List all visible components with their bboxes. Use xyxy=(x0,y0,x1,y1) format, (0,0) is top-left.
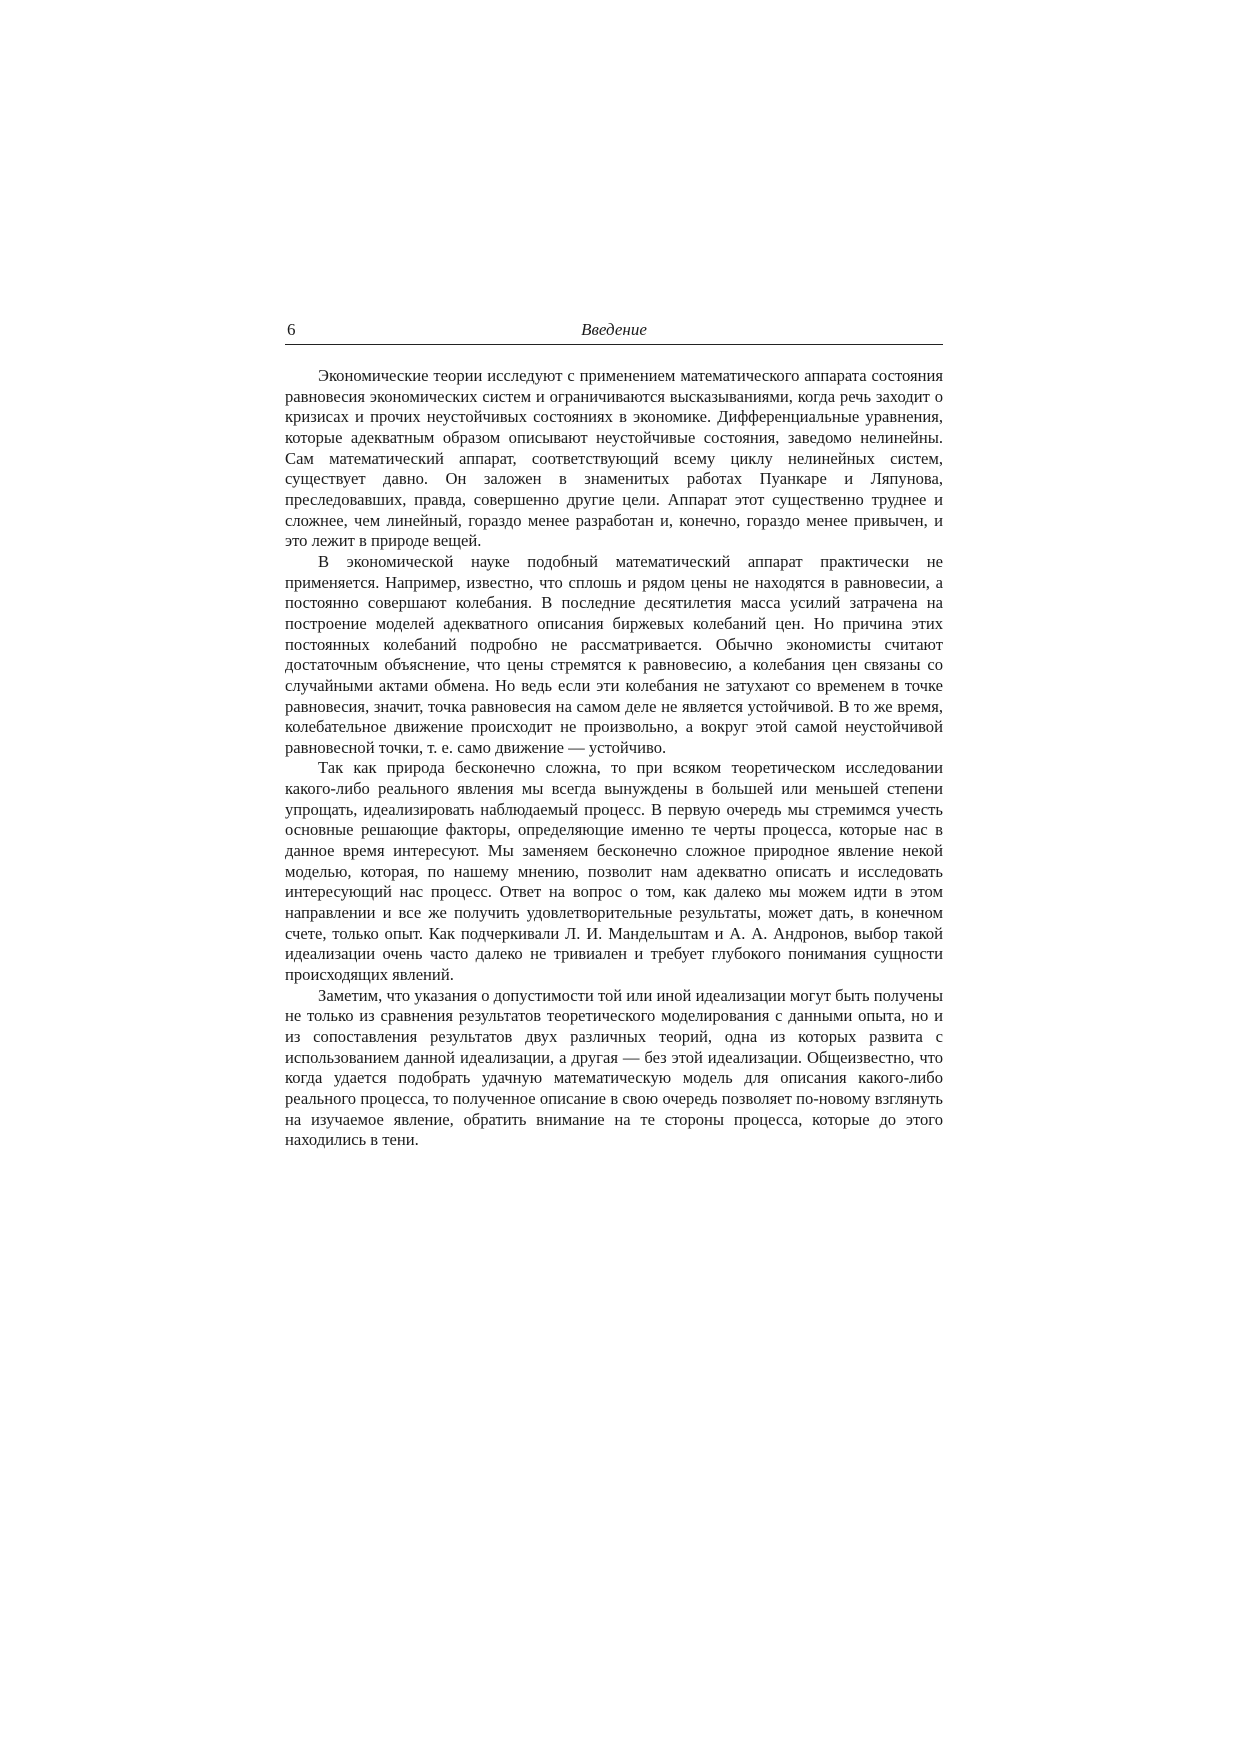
body-text xyxy=(285,366,943,1151)
paragraph: Так как природа бесконечно сложна, то при всяком теоретическом исследовании какого-либо реального явления мы всегда вынуждены в большей или меньшей степени упрощать, идеализировать наблюдаемый процесс. В первую очередь мы стремимся учесть основные решающие факторы, определяющие именно те черты процесса, которые нас в данное время интересуют. Мы заменяем бесконечно сложное природное явление некой моделью, которая, по нашему мнению, позволит нам адекватно описать и исследовать интересующий нас процесс. Ответ на вопрос о том, как далеко мы можем идти в этом направлении и все же получить удовлетворительные результаты, может дать, в конечном счете, только опыт. Как подчеркивали Л. И. Мандельштам и А. А. Андронов, выбор такой идеализации очень часто далеко не тривиален и требует глубокого понимания сущности происходящих явлений. xyxy=(285,758,943,985)
page-header xyxy=(285,318,943,345)
paragraph: Заметим, что указания о допустимости той или иной идеализации могут быть получены не только из сравнения результатов теоретического моделирования с данными опыта, но и из сопоставления результатов двух различных теорий, одна из которых развита с использованием данной идеализации, а другая — без этой идеализации. Общеизвестно, что когда удается подобрать удачную математическую модель для описания какого-либо реального процесса, то полученное описание в свою очередь позволяет по-новому взглянуть на изучаемое явление, обратить внимание на те стороны процесса, которые до этого находились в тени. xyxy=(285,985,943,1150)
paragraph: В экономической науке подобный математический аппарат практически не применяется. Например, известно, что сплошь и рядом цены не находятся в равновесии, а постоянно совершают колебания. В последние десятилетия масса усилий затрачена на построение моделей адекватного описания биржевых колебаний цен. Но причина этих постоянных колебаний подробно не рассматривается. Обычно экономисты считают достаточным объяснение, что цены стремятся к равновесию, а колебания цен связаны со случайными актами обмена. Но ведь если эти колебания не затухают со временем в точке равновесия, значит, точка равновесия на самом деле не является устойчивой. В то же время, колебательное движение происходит не произвольно, а вокруг этой самой неустойчивой равновесной точки, т. е. само движение — устойчиво. xyxy=(285,551,943,757)
running-head: Введение xyxy=(581,320,647,339)
paragraph: Экономические теории исследуют с применением математического аппарата состояния равновесия экономических систем и ограничиваются высказываниями, когда речь заходит о кризисах и прочих неустойчивых состояниях в экономике. Дифференциальные уравнения, которые адекватным образом описывают неустойчивые состояния, заведомо нелинейны. Сам математический аппарат, соответствующий всему циклу нелинейных систем, существует давно. Он заложен в знаменитых работах Пуанкаре и Ляпунова, преследовавших, правда, совершенно другие цели. Аппарат этот существенно труднее и сложнее, чем линейный, гораздо менее разработан и, конечно, гораздо менее привычен, и это лежит в природе вещей. xyxy=(285,366,943,551)
page-number: 6 xyxy=(287,320,296,339)
